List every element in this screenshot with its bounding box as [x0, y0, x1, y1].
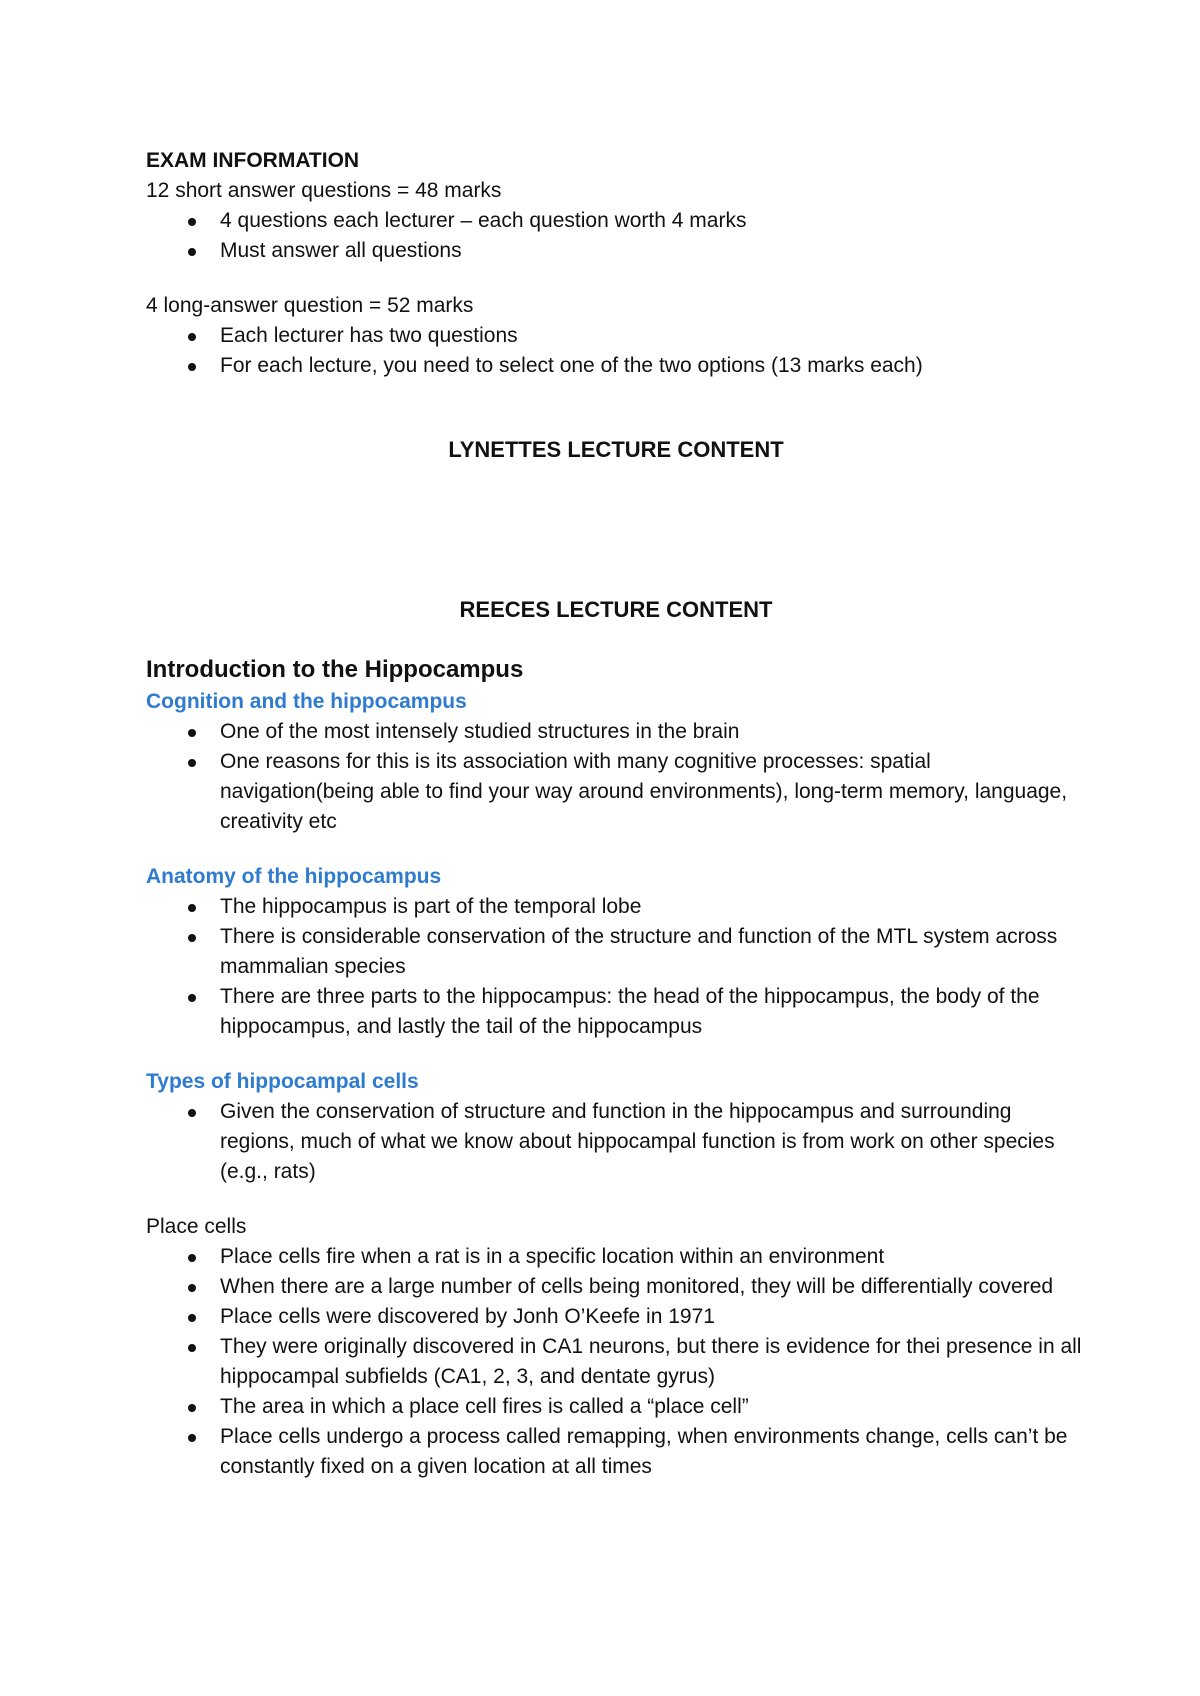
bullet-icon — [188, 904, 196, 912]
list-item: Given the conservation of structure and function in the hippocampus and surrounding regions, much of what we know about hippocampal function is from work on other species (e.g., rats) — [146, 1097, 1086, 1187]
bullet-icon — [188, 1254, 196, 1262]
bullet-icon — [188, 934, 196, 942]
list-item: There is considerable conservation of the structure and function of the MTL system across mammalian species — [146, 922, 1086, 982]
bullet-icon — [188, 218, 196, 226]
cognition-list — [146, 717, 1086, 837]
list-item: One of the most intensely studied structures in the brain — [146, 717, 1086, 747]
lynette-section-title: LYNETTES LECTURE CONTENT — [448, 437, 784, 462]
document-body — [146, 146, 1086, 1482]
list-item: Each lecturer has two questions — [146, 321, 1086, 351]
list-item: Place cells were discovered by Jonh O’Keefe in 1971 — [146, 1302, 1086, 1332]
list-item: When there are a large number of cells being monitored, they will be differentially covered — [146, 1272, 1086, 1302]
bullet-icon — [188, 363, 196, 371]
reece-section-title: REECES LECTURE CONTENT — [459, 597, 773, 622]
bullet-icon — [188, 729, 196, 737]
bullet-icon — [188, 1344, 196, 1352]
list-item: The hippocampus is part of the temporal lobe — [146, 892, 1086, 922]
exam-info-title: EXAM INFORMATION — [146, 149, 360, 172]
anatomy-heading: Anatomy of the hippocampus — [146, 865, 442, 888]
intro-heading: Introduction to the Hippocampus — [146, 656, 524, 683]
bullet-icon — [188, 1404, 196, 1412]
bullet-icon — [188, 759, 196, 767]
anatomy-list — [146, 892, 1086, 1042]
cognition-heading: Cognition and the hippocampus — [146, 690, 467, 713]
list-item: 4 questions each lecturer – each question worth 4 marks — [146, 206, 1086, 236]
bullet-icon — [188, 248, 196, 256]
long-answer-line: 4 long-answer question = 52 marks — [146, 294, 474, 317]
list-item: One reasons for this is its association with many cognitive processes: spatial navigation(being able to find your way around environments), long-term memory, language, creativity etc — [146, 747, 1086, 837]
bullet-icon — [188, 994, 196, 1002]
types-heading: Types of hippocampal cells — [146, 1070, 419, 1093]
place-cells-label: Place cells — [146, 1215, 247, 1238]
list-item: Must answer all questions — [146, 236, 1086, 266]
types-list — [146, 1097, 1086, 1187]
short-answer-list — [146, 206, 1086, 266]
long-answer-list — [146, 321, 1086, 381]
list-item: The area in which a place cell fires is called a “place cell” — [146, 1392, 1086, 1422]
list-item: Place cells undergo a process called remapping, when environments change, cells can’t be constantly fixed on a given location at all times — [146, 1422, 1086, 1482]
short-answer-line: 12 short answer questions = 48 marks — [146, 179, 502, 202]
list-item: There are three parts to the hippocampus: the head of the hippocampus, the body of the hippocampus, and lastly the tail of the hippocampus — [146, 982, 1086, 1042]
list-item: Place cells fire when a rat is in a specific location within an environment — [146, 1242, 1086, 1272]
bullet-icon — [188, 1314, 196, 1322]
bullet-icon — [188, 1434, 196, 1442]
bullet-icon — [188, 1284, 196, 1292]
list-item: They were originally discovered in CA1 neurons, but there is evidence for thei presence in all hippocampal subfields (CA1, 2, 3, and dentate gyrus) — [146, 1332, 1086, 1392]
list-item: For each lecture, you need to select one of the two options (13 marks each) — [146, 351, 1086, 381]
place-cells-list — [146, 1242, 1086, 1482]
bullet-icon — [188, 1109, 196, 1117]
bullet-icon — [188, 333, 196, 341]
